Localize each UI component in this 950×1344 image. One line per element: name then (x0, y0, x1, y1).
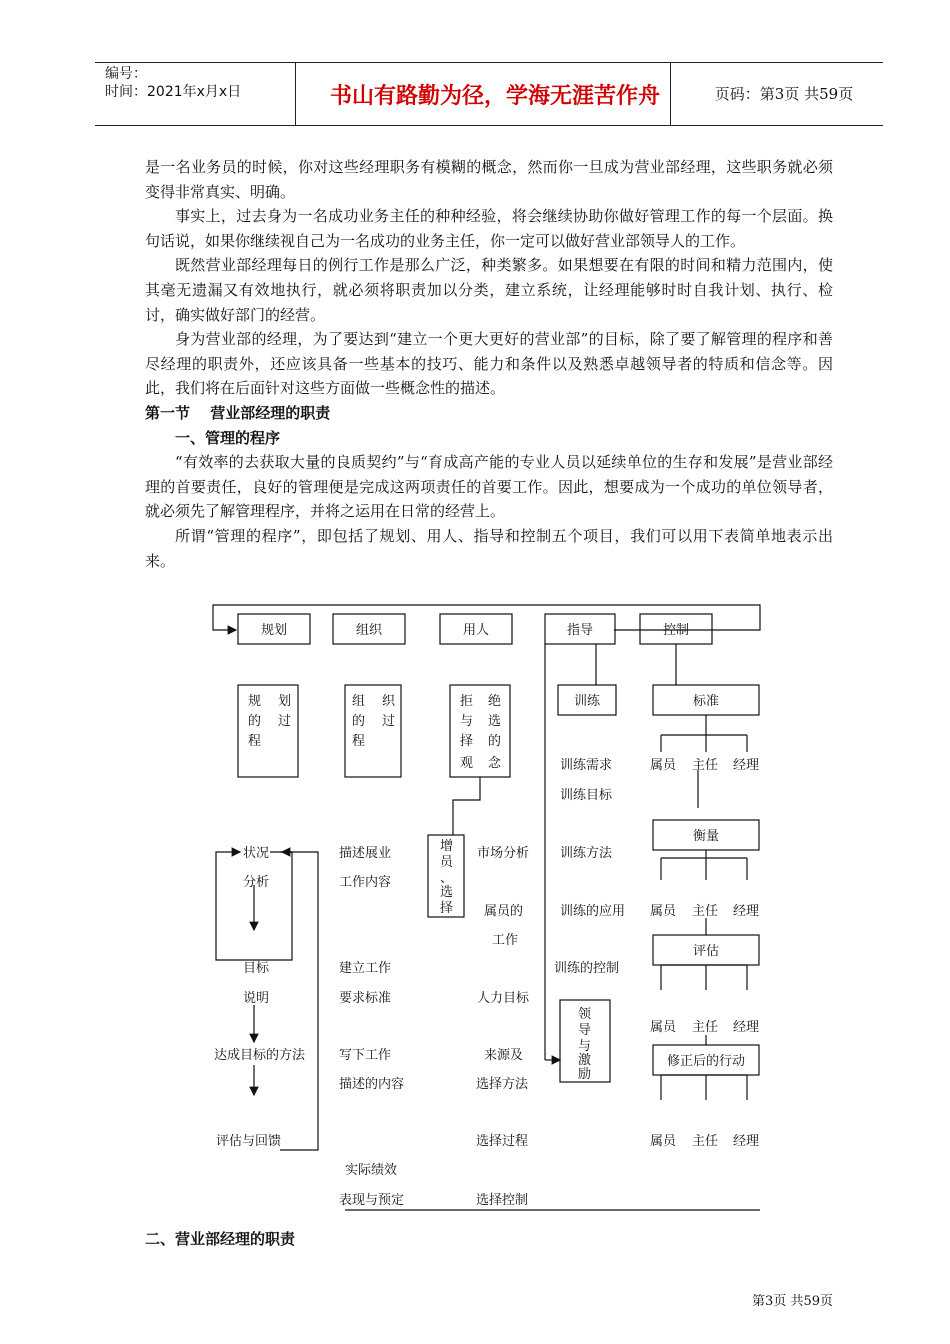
top-control: 控制 (662, 623, 690, 638)
lead-motivate-box: 领导 与激 励 (578, 1007, 592, 1082)
org-process-box: 组 织 的 过 程 (352, 694, 396, 749)
col1-status: 状况 (243, 846, 270, 861)
role-member: 属员 (650, 904, 677, 919)
col3-item: 工作 (492, 933, 519, 948)
role-member: 属员 (650, 1020, 677, 1035)
training-box: 训练 (573, 694, 601, 709)
paragraph: 身为营业部的经理，为了要达到“建立一个更大更好的营业部”的目标，除了要了解管理的程序和善尽经理的职责外，还应该具备一些基本的技巧、能力和条件以及熟悉卓越领导者的特质和信念等。因此，我们将在后面针对这些方面做一些概念性的描述。 (145, 330, 833, 398)
col3-item: 选择方法 (476, 1077, 529, 1092)
number-label: 编号： (105, 66, 147, 82)
paragraph: 是一名业务员的时候，你对这些经理职务有模糊的概念，然而你一旦成为营业部经理，这些职务就必须变得非常真实、明确。 (145, 158, 833, 201)
top-plan: 规划 (260, 623, 288, 638)
corrective-box: 修正后的行动 (666, 1054, 746, 1069)
paragraph: 所谓“管理的程序”，即包括了规划、用人、指导和控制五个项目，我们可以用下表简单地表示出来。 (145, 526, 833, 570)
roles-row (650, 1019, 759, 1035)
col4-item: 训练需求 (560, 758, 613, 773)
role-supervisor: 主任 (692, 904, 719, 919)
col2-item: 描述展业 (339, 846, 392, 861)
col3-item: 选择控制 (476, 1193, 529, 1208)
col3-item: 市场分析 (477, 846, 530, 861)
col2-item: 工作内容 (339, 875, 392, 890)
role-supervisor: 主任 (692, 1134, 719, 1149)
col2-item: 建立工作 (339, 961, 392, 976)
evaluate-box: 评估 (692, 944, 720, 959)
role-member: 属员 (650, 1134, 677, 1149)
roles-row (650, 1133, 759, 1149)
col1-explain: 说明 (243, 991, 270, 1006)
paragraph: 既然营业部经理每日的例行工作是那么广泛，种类繁多。如果想要在有限的时间和精力范围内，使其毫无遗漏又有效地执行，就必须将职责加以分类，建立系统，让经理能够时时自我计划、执行、检讨，确实做好部门的经营。 (145, 256, 833, 324)
roles-row (650, 903, 759, 919)
page-footer: 第3页 共59页 (752, 1294, 833, 1309)
role-manager: 经理 (733, 1020, 760, 1035)
col4-item: 训练方法 (560, 846, 613, 861)
time-label: 时间：2021年x月x日 (105, 84, 242, 100)
col2-item: 实际绩效 (345, 1163, 398, 1178)
add-select-box: 增员 、选 择 (440, 839, 454, 916)
col1-goal: 目标 (243, 961, 270, 976)
col3-item: 选择过程 (476, 1134, 529, 1149)
col1-analysis: 分析 (243, 875, 270, 890)
reject-select-box: 拒 绝 与 选 择 的 观 念 (460, 694, 502, 771)
col3-item: 属员的 (484, 904, 524, 919)
col3-item: 来源及 (484, 1048, 524, 1063)
role-supervisor: 主任 (692, 758, 719, 773)
section-title: 第一节 营业部经理的职责 (145, 403, 331, 422)
role-member: 属员 (650, 758, 677, 773)
roles-row (650, 757, 759, 773)
role-manager: 经理 (733, 904, 760, 919)
col1-feedback: 评估与回馈 (216, 1134, 282, 1149)
col4-item: 训练的应用 (560, 904, 626, 919)
col4-item: 训练目标 (560, 788, 613, 803)
col1-method: 达成目标的方法 (214, 1048, 306, 1063)
measure-box: 衡量 (692, 829, 720, 844)
col2-item: 表现与预定 (339, 1193, 405, 1208)
top-staff: 用人 (462, 623, 490, 638)
col3-item: 人力目标 (477, 991, 530, 1006)
subsection-title: 一、管理的程序 (175, 428, 281, 447)
role-manager: 经理 (733, 1134, 760, 1149)
col2-item: 要求标准 (339, 991, 392, 1006)
role-manager: 经理 (733, 758, 760, 773)
paragraph: “有效率的去获取大量的良质契约”与“育成高产能的专业人员以延续单位的生存和发展”是营业部经理的首要责任，良好的管理便是完成这两项责任的首要工作。因此，想要成为一个成功的单位领导者，就必须先了解管理程序，并将之运用在日常的经营上。 (145, 453, 833, 521)
col2-item: 描述的内容 (339, 1077, 405, 1092)
top-organize: 组织 (355, 623, 383, 638)
plan-process-box: 规 划 的 过 程 (248, 694, 292, 749)
role-supervisor: 主任 (692, 1020, 719, 1035)
header-motto: 书山有路勤为径，学海无涯苦作舟 (329, 84, 660, 109)
col4-item: 训练的控制 (554, 961, 620, 976)
standard-box: 标准 (692, 694, 720, 709)
paragraph: 事实上，过去身为一名成功业务主任的种种经验，将会继续协助你做好管理工作的每一个层面。换句话说，如果你继续视自己为一名成功的业务主任，你一定可以做好营业部领导人的工作。 (145, 207, 833, 250)
subsection-title: 二、营业部经理的职责 (145, 1230, 296, 1248)
header-page-info: 页码：第3页 共59页 (714, 85, 854, 103)
top-direct: 指导 (566, 623, 594, 638)
col2-item: 写下工作 (339, 1048, 392, 1063)
